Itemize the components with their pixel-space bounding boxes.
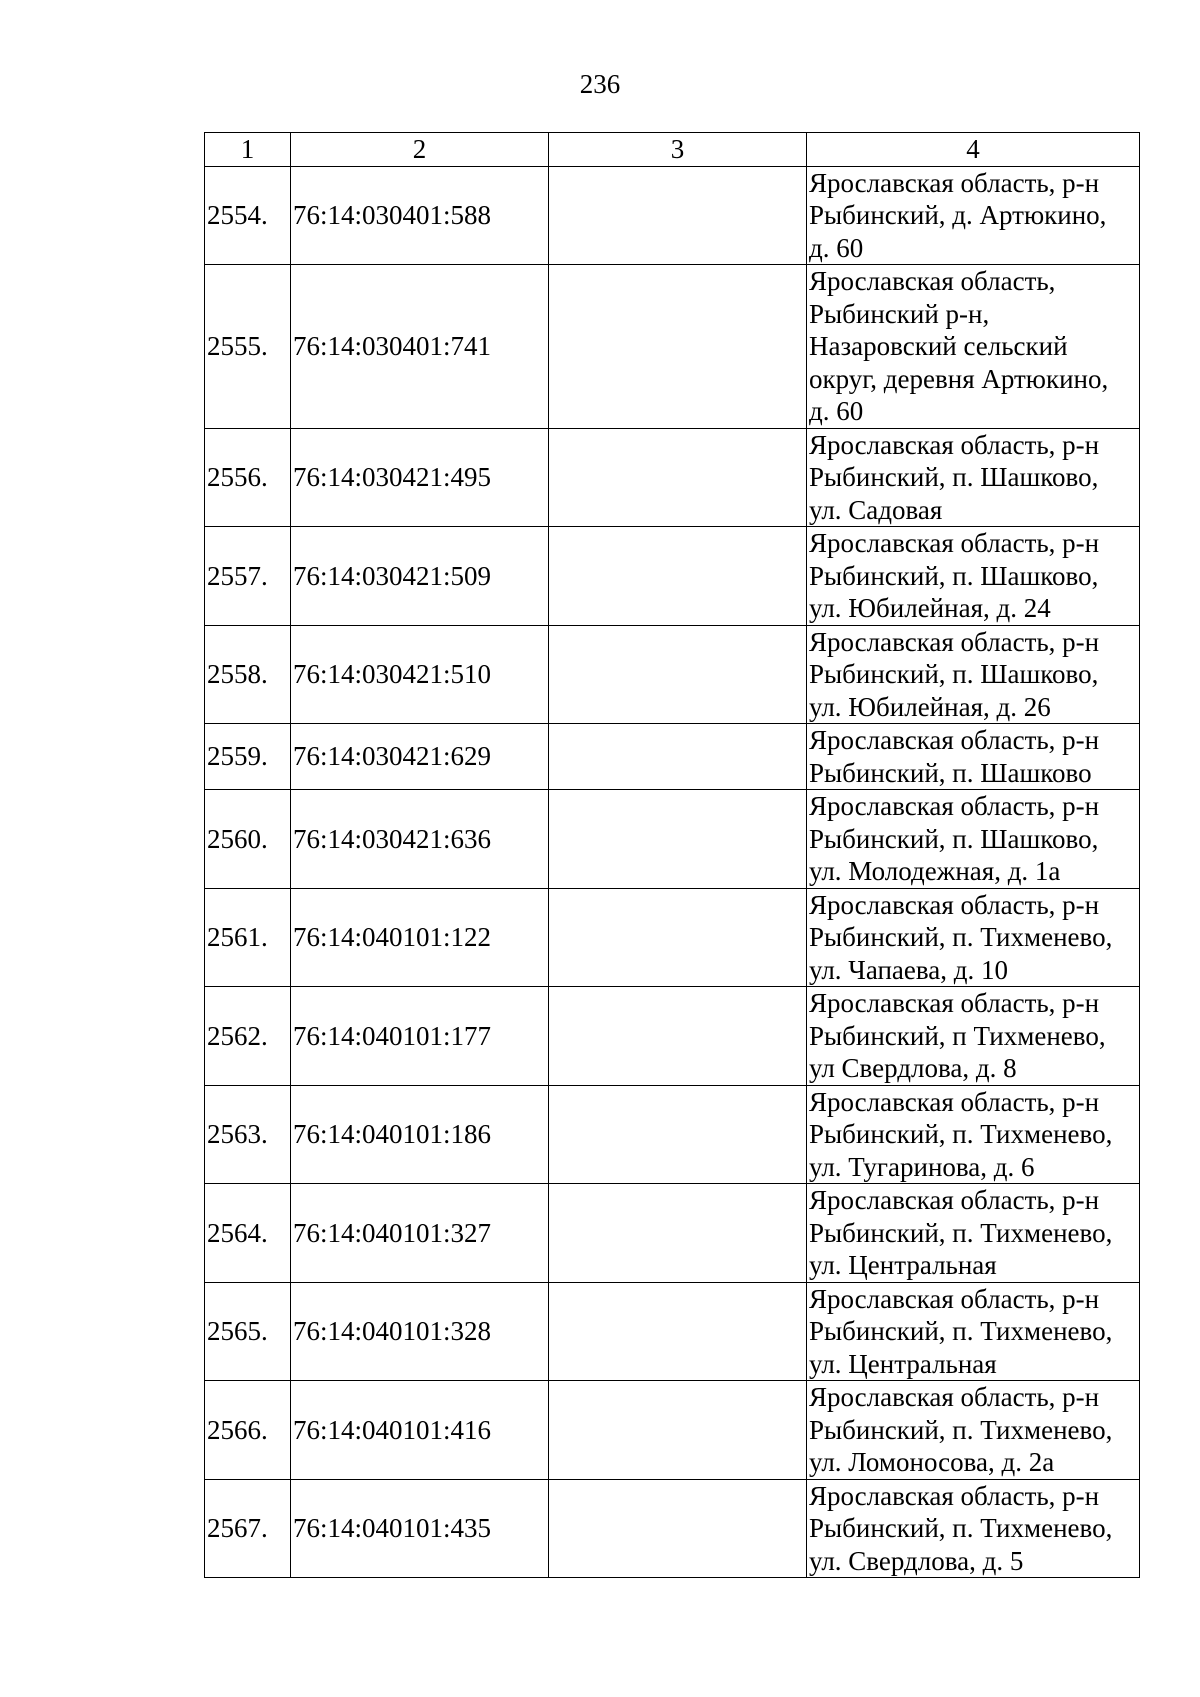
- cadastral-number-cell: 76:14:040101:328: [291, 1282, 549, 1381]
- address-cell: Ярославская область, р-н Рыбинский, п. Тихменево, ул. Чапаева, д. 10: [807, 888, 1140, 987]
- table-row: [205, 1184, 1140, 1283]
- cadastral-number-cell: 76:14:030421:629: [291, 724, 549, 790]
- empty-column-3-cell: [549, 428, 807, 527]
- row-number-cell: 2555.: [205, 265, 291, 429]
- table-row: [205, 1479, 1140, 1578]
- empty-column-3-cell: [549, 265, 807, 429]
- row-number-cell: 2566.: [205, 1381, 291, 1480]
- table-row: [205, 166, 1140, 265]
- address-cell: Ярославская область, р-н Рыбинский, п. Тихменево, ул. Центральная: [807, 1282, 1140, 1381]
- cadastral-number-cell: 76:14:040101:416: [291, 1381, 549, 1480]
- empty-column-3-cell: [549, 1479, 807, 1578]
- row-number-cell: 2560.: [205, 790, 291, 889]
- row-number-cell: 2564.: [205, 1184, 291, 1283]
- empty-column-3-cell: [549, 1085, 807, 1184]
- row-number-cell: 2563.: [205, 1085, 291, 1184]
- empty-column-3-cell: [549, 724, 807, 790]
- table-row: [205, 987, 1140, 1086]
- address-cell: Ярославская область, р-н Рыбинский, п. Тихменево, ул. Свердлова, д. 5: [807, 1479, 1140, 1578]
- row-number-cell: 2567.: [205, 1479, 291, 1578]
- page-number: 236: [579, 69, 621, 99]
- address-cell: Ярославская область, р-н Рыбинский, п. Шашково, ул. Молодежная, д. 1а: [807, 790, 1140, 889]
- empty-column-3-cell: [549, 1282, 807, 1381]
- address-cell: Ярославская область, р-н Рыбинский, п. Тихменево, ул. Центральная: [807, 1184, 1140, 1283]
- cadastral-number-cell: 76:14:030401:588: [291, 166, 549, 265]
- row-number-cell: 2561.: [205, 888, 291, 987]
- row-number-cell: 2562.: [205, 987, 291, 1086]
- table-row: [205, 428, 1140, 527]
- row-number-cell: 2559.: [205, 724, 291, 790]
- table-row: [205, 527, 1140, 626]
- table-row: [205, 724, 1140, 790]
- cadastral-number-cell: 76:14:030401:741: [291, 265, 549, 429]
- address-cell: Ярославская область, р-н Рыбинский, п. Шашково, ул. Садовая: [807, 428, 1140, 527]
- row-number-cell: 2565.: [205, 1282, 291, 1381]
- address-cell: Ярославская область, р-н Рыбинский, п. Шашково, ул. Юбилейная, д. 26: [807, 625, 1140, 724]
- cadastral-number-cell: 76:14:040101:186: [291, 1085, 549, 1184]
- row-number-cell: 2557.: [205, 527, 291, 626]
- address-cell: Ярославская область, р-н Рыбинский, п. Шашково: [807, 724, 1140, 790]
- address-cell: Ярославская область, Рыбинский р-н, Назаровский сельский округ, деревня Артюкино, д. 60: [807, 265, 1140, 429]
- address-cell: Ярославская область, р-н Рыбинский, п. Тихменево, ул. Тугаринова, д. 6: [807, 1085, 1140, 1184]
- empty-column-3-cell: [549, 790, 807, 889]
- table-row: [205, 625, 1140, 724]
- header-col-4: 4: [807, 133, 1140, 167]
- table-row: [205, 1085, 1140, 1184]
- address-cell: Ярославская область, р-н Рыбинский, п. Шашково, ул. Юбилейная, д. 24: [807, 527, 1140, 626]
- empty-column-3-cell: [549, 888, 807, 987]
- cadastral-number-cell: 76:14:030421:509: [291, 527, 549, 626]
- empty-column-3-cell: [549, 625, 807, 724]
- address-cell: Ярославская область, р-н Рыбинский, д. Артюкино, д. 60: [807, 166, 1140, 265]
- table-body: [205, 166, 1140, 1578]
- cadastral-number-cell: 76:14:040101:435: [291, 1479, 549, 1578]
- cadastral-number-cell: 76:14:030421:495: [291, 428, 549, 527]
- empty-column-3-cell: [549, 987, 807, 1086]
- table-header-row: [205, 133, 1140, 167]
- table-row: [205, 790, 1140, 889]
- header-col-1: 1: [205, 133, 291, 167]
- cadastral-number-cell: 76:14:030421:510: [291, 625, 549, 724]
- table-row: [205, 888, 1140, 987]
- cadastral-number-cell: 76:14:040101:122: [291, 888, 549, 987]
- table-row: [205, 1381, 1140, 1480]
- empty-column-3-cell: [549, 527, 807, 626]
- address-cell: Ярославская область, р-н Рыбинский, п. Тихменево, ул. Ломоносова, д. 2а: [807, 1381, 1140, 1480]
- row-number-cell: 2556.: [205, 428, 291, 527]
- cadastral-number-cell: 76:14:030421:636: [291, 790, 549, 889]
- cadastral-number-cell: 76:14:040101:327: [291, 1184, 549, 1283]
- empty-column-3-cell: [549, 1381, 807, 1480]
- table-row: [205, 1282, 1140, 1381]
- empty-column-3-cell: [549, 1184, 807, 1283]
- row-number-cell: 2554.: [205, 166, 291, 265]
- row-number-cell: 2558.: [205, 625, 291, 724]
- property-registry-table: [204, 132, 1140, 1578]
- cadastral-number-cell: 76:14:040101:177: [291, 987, 549, 1086]
- empty-column-3-cell: [549, 166, 807, 265]
- header-col-2: 2: [291, 133, 549, 167]
- table-row: [205, 265, 1140, 429]
- address-cell: Ярославская область, р-н Рыбинский, п Тихменево, ул Свердлова, д. 8: [807, 987, 1140, 1086]
- header-col-3: 3: [549, 133, 807, 167]
